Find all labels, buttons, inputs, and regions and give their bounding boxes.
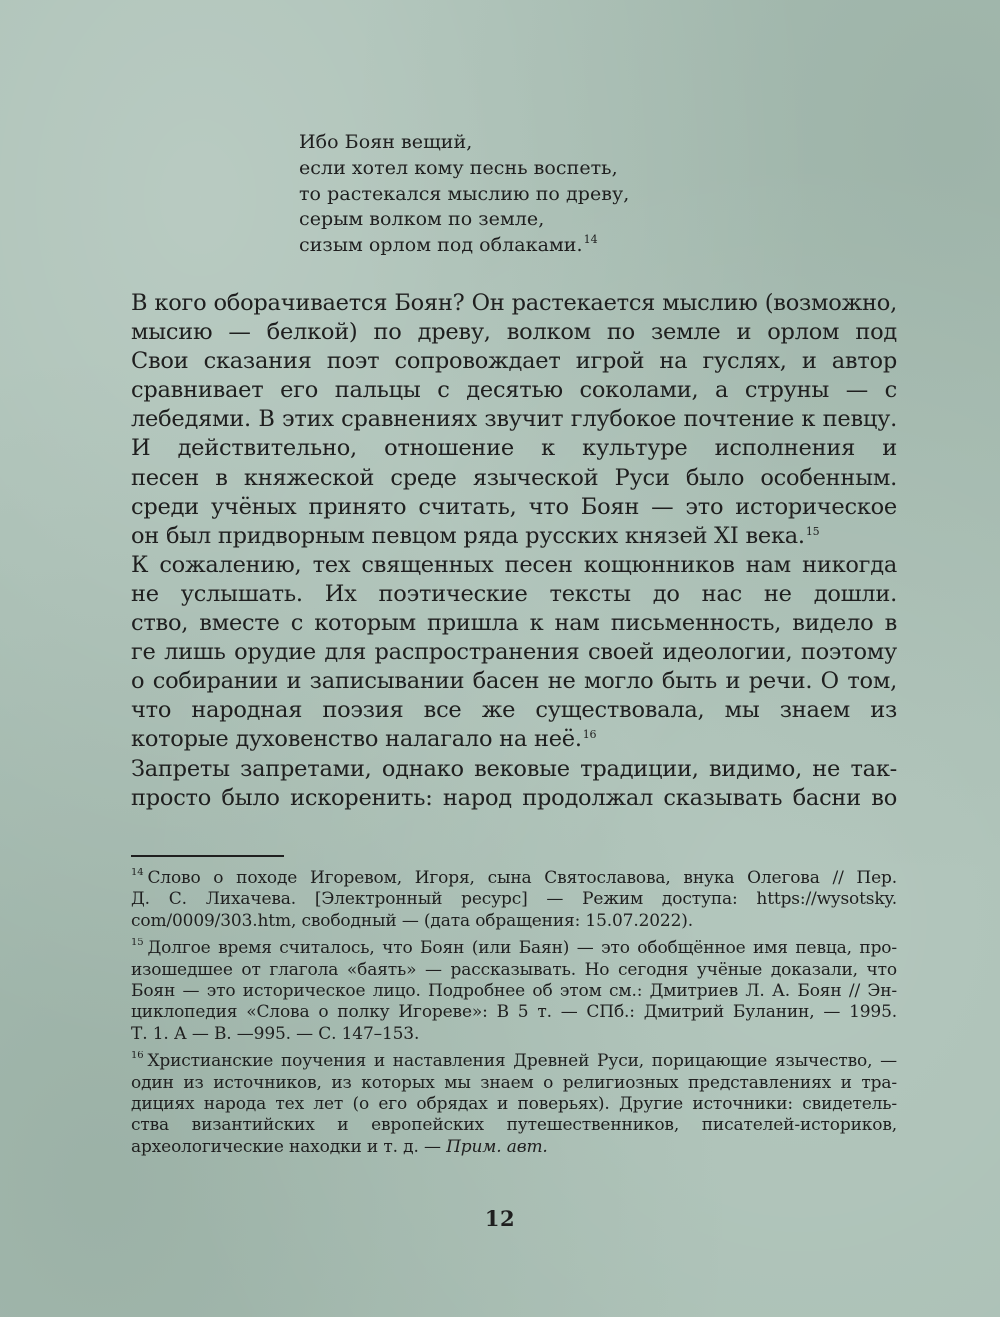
body-line: ство, вместе с которым пришла к нам письменность, видело в [131, 610, 897, 637]
footnote-ref-14[interactable]: 14 [583, 232, 598, 246]
footnote-line: Д. С. Лихачева. [Электронный ресурс] — Режим доступа: https://wysotsky. [131, 889, 897, 910]
footnote-14 [131, 868, 897, 932]
footnote-15 [131, 938, 897, 1045]
footnote-ref-15[interactable]: 15 [805, 524, 820, 538]
footnote-16 [131, 1051, 897, 1158]
footnote-line: циклопедия «Слова о полку Игореве»: В 5 т. — СПб.: Дмитрий Буланин, — 1995. [131, 1002, 897, 1023]
footnote-text: археологические находки и т. д. — [131, 1136, 447, 1157]
body-line: И действительно, отношение к культуре исполнения и [131, 435, 897, 462]
footnote-line: дициях народа тех лет (о его обрядах и поверьях). Другие источники: свидетель- [131, 1093, 897, 1114]
footnote-line: ства византийских и европейских путешественников, писателей-историков, [131, 1115, 897, 1136]
footnote-number: 14 [131, 868, 144, 878]
footnote-number: 15 [131, 938, 144, 949]
body-line-end [131, 522, 897, 551]
footnote-line: Боян — это историческое лицо. Подробнее об этом см.: Дмитриев Л. А. Боян // Эн- [131, 980, 897, 1001]
body-line: Запреты запретами, однако вековые традиции, видимо, не так- [131, 755, 897, 782]
footnotes [131, 868, 897, 1164]
footnote-text: Христианские поучения и наставления Древней Руси, порицающие язычество, — [147, 1051, 897, 1072]
poem-line: серым волком по земле, [299, 208, 545, 231]
poem-quote [299, 130, 629, 259]
footnote-line: com/0009/303.htm, свободный — (дата обращения: 15.07.2022). [131, 910, 693, 931]
footnote-separator [131, 855, 284, 857]
footnote-line [131, 938, 897, 959]
footnote-line [131, 1051, 897, 1072]
body-line-end [131, 725, 897, 754]
body-line: просто было искоренить: народ продолжал сказывать басни во [131, 784, 897, 811]
body-line: не услышать. Их поэтические тексты до нас не дошли. [131, 580, 897, 607]
footnote-ref-16[interactable]: 16 [582, 728, 597, 742]
footnote-line: Т. 1. А — В. —995. — С. 147–153. [131, 1023, 420, 1044]
poem-line-last [299, 233, 629, 259]
body-line: В кого оборачивается Боян? Он растекается мыслию (возможно, [131, 290, 897, 316]
body-line: среди учёных принято считать, что Боян — это историческое [131, 493, 897, 520]
body-line-text: которые духовенство налагало на неё. [131, 726, 582, 753]
body-line: лебедями. В этих сравнениях звучит глубокое почтение к певцу. [131, 406, 897, 433]
body-line: сравнивает его пальцы с десятью соколами, а струны — с [131, 377, 897, 404]
poem-line-text: сизым орлом под облаками. [299, 234, 583, 257]
body-line: ге лишь орудие для распространения своей идеологии, поэтому [131, 639, 897, 666]
body-line: что народная поэзия все же существовала, мы знаем из [131, 697, 897, 724]
body-line-text: он был придворным певцом ряда русских князей XI века. [131, 522, 805, 549]
poem-line: то растекался мыслию по древу, [299, 182, 630, 205]
poem-line: Ибо Боян вещий, [299, 131, 473, 153]
footnote-line: изошедшее от глагола «баять» — рассказывать. Но сегодня учёные доказали, что [131, 959, 897, 980]
body-line: Свои сказания поэт сопровождает игрой на гуслях, и автор [131, 348, 897, 375]
footnote-line [131, 868, 897, 889]
author-note: Прим. авт. [446, 1136, 548, 1157]
footnote-text: Долгое время считалось, что Боян (или Баян) — это обобщённое имя певца, про- [147, 938, 897, 959]
body-line: песен в княжеской среде языческой Руси было особенным. [131, 464, 897, 491]
poem-line: если хотел кому песнь воспеть, [299, 156, 618, 179]
footnote-number: 16 [131, 1051, 144, 1062]
body-line: мысию — белкой) по древу, волком по земле и орлом под [131, 319, 897, 346]
footnote-line-end [131, 1137, 897, 1158]
body-line: о собирании и записывании басен не могло быть и речи. О том, [131, 668, 897, 695]
footnote-line: один из источников, из которых мы знаем о религиозных представлениях и тра- [131, 1072, 897, 1093]
footnote-text: Слово о походе Игоревом, Игоря, сына Святославова, внука Олегова // Пер. [147, 868, 897, 888]
body-text [131, 289, 897, 813]
page-number: 12 [484, 1206, 516, 1231]
body-line: К сожалению, тех священных песен кощюнников нам никогда [131, 551, 897, 578]
